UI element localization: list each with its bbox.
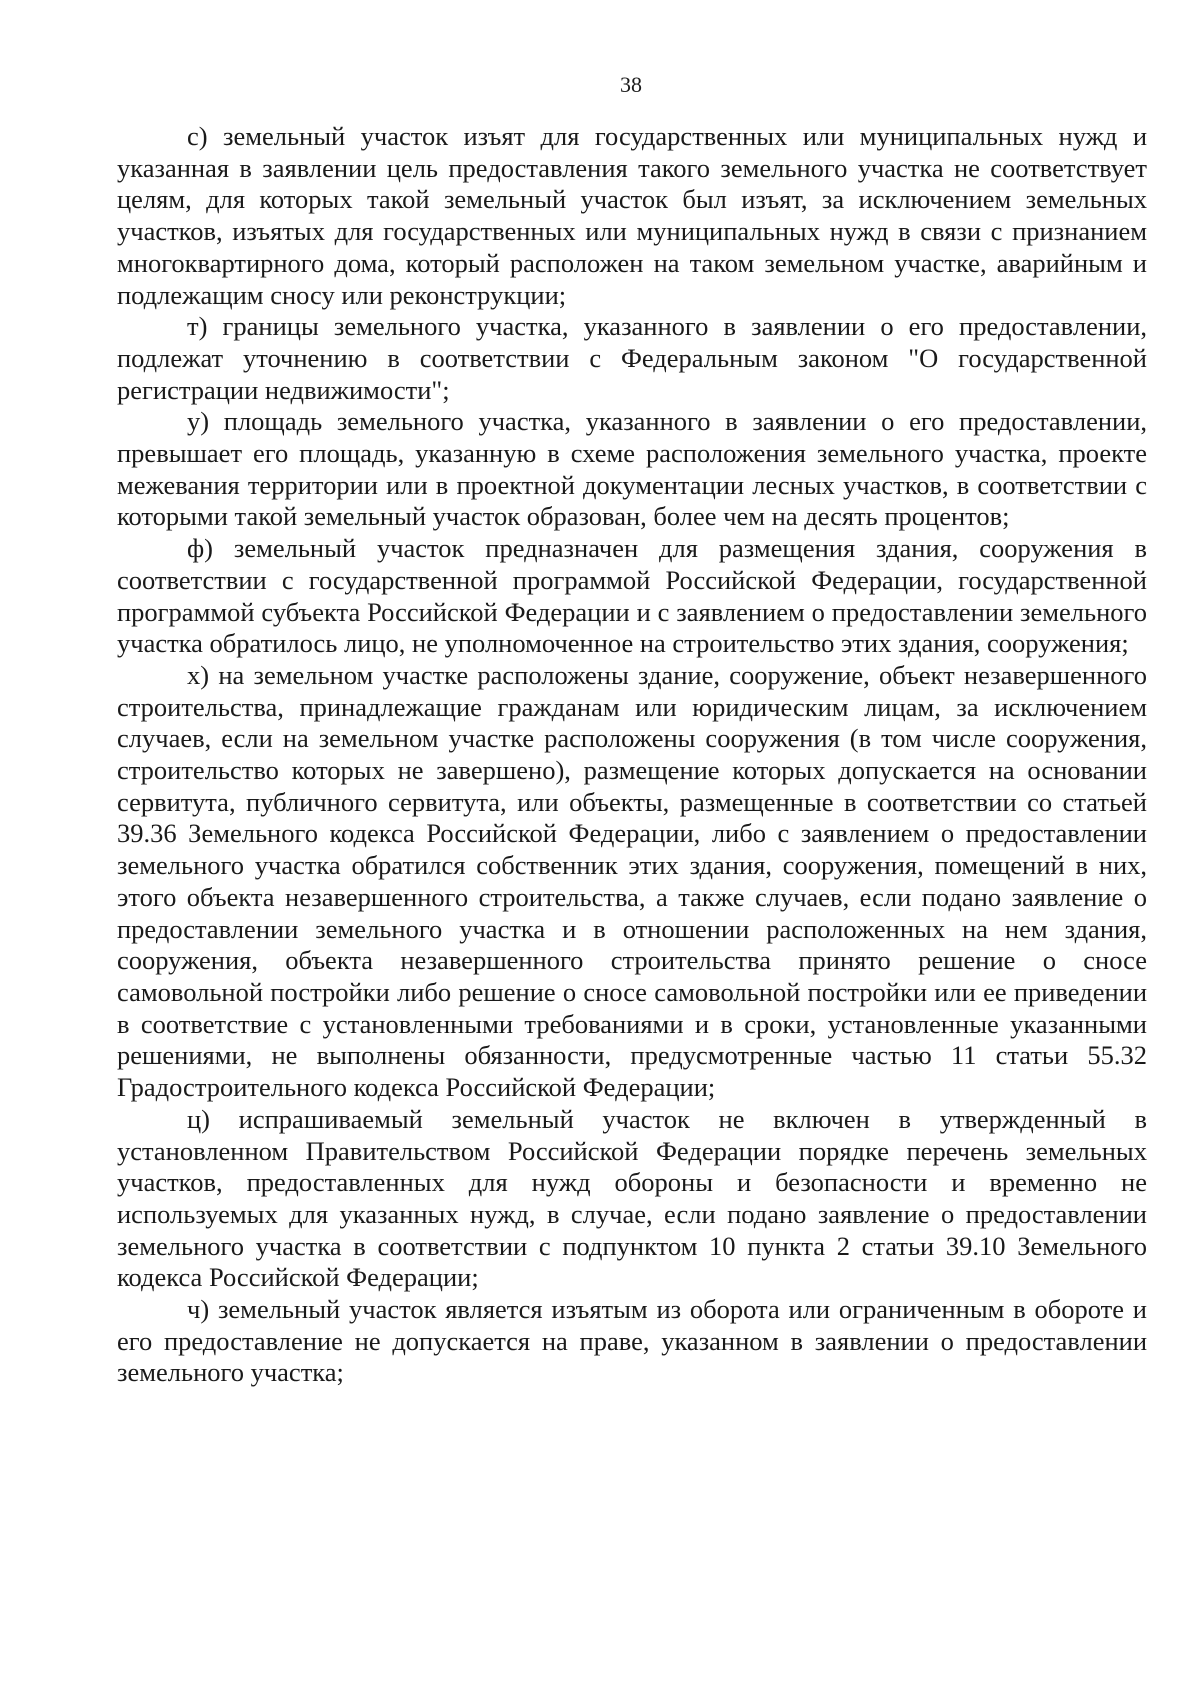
- paragraph-s: с) земельный участок изъят для государственных или муниципальных нужд и указанная в заявлении цель предоставления такого земельного участка не соответствует целям, для которых такой земельный участок был изъят, за исключением земельных участков, изъятых для государственных или муниципальных нужд в связи с признанием многоквартирного дома, который расположен на таком земельном участке, аварийным и подлежащим сносу или реконструкции;: [117, 121, 1147, 310]
- paragraph-ts: ц) испрашиваемый земельный участок не включен в утвержденный в установленном Правительством Российской Федерации порядке перечень земельных участков, предоставленных для нужд обороны и безопасности и временно не используемых для указанных нужд, в случае, если подано заявление о предоставлении земельного участка в соответствии с подпунктом 10 пункта 2 статьи 39.10 Земельного кодекса Российской Федерации;: [117, 1103, 1147, 1293]
- paragraph-kh: х) на земельном участке расположены здание, сооружение, объект незавершенного строительства, принадлежащие гражданам или юридическим лицам, за исключением случаев, если на земельном участке расположены сооружения (в том числе сооружения, строительство которых не завершено), размещение которых допускается на основании сервитута, публичного сервитута, или объекты, размещенные в соответствии со статьей 39.36 Земельного кодекса Российской Федерации, либо с заявлением о предоставлении земельного участка обратился собственник этих здания, сооружения, помещений в них, этого объекта незавершенного строительства, а также случаев, если подано заявление о предоставлении земельного участка и в отношении расположенных на нем здания, сооружения, объекта незавершенного строительства принято решение о сносе самовольной постройки либо решение о сносе самовольной постройки или ее приведении в соответствие с установленными требованиями и в сроки, установленные указанными решениями, не выполнены обязанности, предусмотренные частью 11 статьи 55.32 Градостроительного кодекса Российской Федерации;: [117, 659, 1147, 1103]
- paragraph-u: у) площадь земельного участка, указанного в заявлении о его предоставлении, превышает его площадь, указанную в схеме расположения земельного участка, проекте межевания территории или в проектной документации лесных участков, в соответствии с которыми такой земельный участок образован, более чем на десять процентов;: [117, 406, 1147, 532]
- paragraph-t: т) границы земельного участка, указанного в заявлении о его предоставлении, подлежат уточнению в соответствии с Федеральным законом "О государственной регистрации недвижимости";: [117, 311, 1147, 405]
- page-number: 38: [620, 72, 642, 97]
- paragraph-f: ф) земельный участок предназначен для размещения здания, сооружения в соответствии с государственной программой Российской Федерации, государственной программой субъекта Российской Федерации и с заявлением о предоставлении земельного участка обратилось лицо, не уполномоченное на строительство этих здания, сооружения;: [117, 533, 1147, 659]
- document-body: [117, 121, 1147, 1389]
- paragraph-ch: ч) земельный участок является изъятым из оборота или ограниченным в обороте и его предоставление не допускается на праве, указанном в заявлении о предоставлении земельного участка;: [117, 1294, 1147, 1388]
